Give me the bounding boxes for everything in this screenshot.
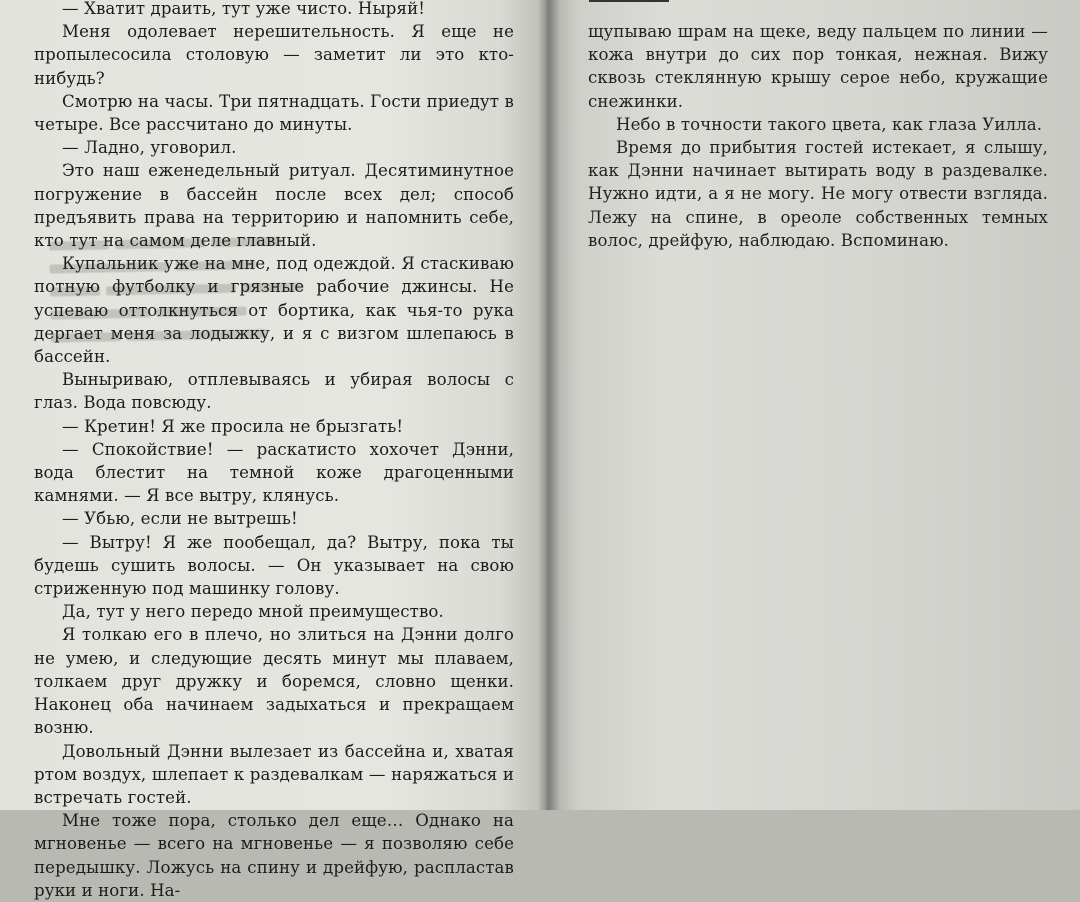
paragraph: Смотрю на часы. Три пятнадцать. Гости приедут в четыре. Все рассчитано до минуты. (34, 91, 514, 135)
paragraph: Да, тут у него передо мной преимущество. (62, 602, 444, 622)
paragraph: Выныриваю, отплевываясь и убирая волосы с глаз. Вода повсюду. (34, 370, 514, 413)
paragraph: — Ладно, уговорил. (62, 138, 237, 158)
paragraph: Я толкаю его в плечо, но злиться на Дэнни долго не умею, и следующие десять минут мы плаваем, толкаем друг дружку и боремся, словно щенки. Наконец оба начинаем задыхаться и прекращаем возню. (34, 625, 514, 738)
paragraph: — Хватит драить, тут уже чисто. Ныряй! (62, 0, 426, 18)
paragraph: — Убью, если не вытрешь! (62, 509, 298, 529)
right-page (546, 0, 1080, 810)
page-edge-line (589, 0, 669, 2)
paragraph: Мне тоже пора, столько дел еще… Однако на мгновенье — всего на мгновенье — я позволяю себе передышку. Ложусь на спину и дрейфую, распластав руки и ноги. На- (34, 811, 514, 900)
paragraph: щупываю шрам на щеке, веду пальцем по линии — кожа внутри до сих пор тонкая, нежная. Вижу сквозь стеклянную крышу серое небо, кружащие снежинки. (588, 22, 1048, 111)
paragraph: Довольный Дэнни вылезает из бассейна и, хватая ртом воздух, шлепает к раздевалкам — наряжаться и встречать гостей. (34, 741, 514, 807)
paragraph: — Спокойствие! — раскатисто хохочет Дэнни, вода блестит на темной коже драгоценными камнями. — Я все вытру, клянусь. (34, 439, 514, 506)
paragraph: Время до прибытия гостей истекает, я слышу, как Дэнни начинает вытирать воду в раздевалке. Нужно идти, а я не могу. Не могу отвести взгляда. Лежу на спине, в ореоле собственных темных волос, дрейфую, наблюдаю. Вспоминаю. (588, 138, 1048, 250)
paragraph: — Кретин! Я же просила не брызгать! (62, 416, 404, 436)
book-gutter (538, 0, 560, 810)
paragraph: Меня одолевает нерешительность. Я еще не пропылесосила столовую — заметит ли это кто-нибудь? (34, 22, 514, 88)
paragraph: — Вытру! Я же пообещал, да? Вытру, пока ты будешь сушить волосы. — Он указывает на свою стриженную под машинку голову. (34, 532, 514, 599)
paragraph: Небо в точности такого цвета, как глаза Уилла. (616, 114, 1043, 134)
right-page-text (588, 20, 1048, 252)
left-page-text (34, 0, 514, 902)
paragraph: Купальник уже на мне, под одеждой. Я стаскиваю потную футболку и грязные рабочие джинсы. Не успеваю оттолкнуться от бортика, как чья-то рука дергает меня за лодыжку, и я с визгом шлепаюсь в бассейн. (34, 254, 514, 367)
paragraph: Это наш еженедельный ритуал. Десятиминутное погружение в бассейн после всех дел; способ предъявить права на территорию и напомнить себе, кто тут на самом деле главный. (34, 161, 514, 251)
